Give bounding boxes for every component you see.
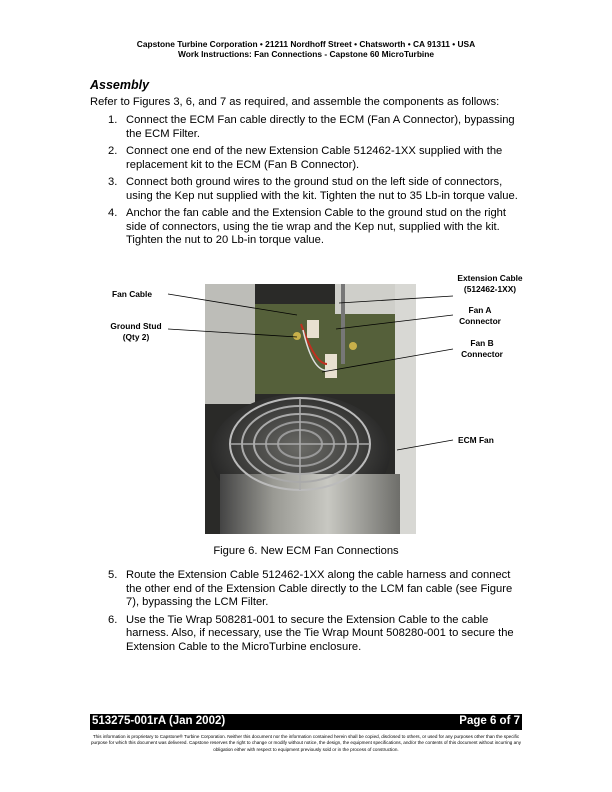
label-ground-stud <box>104 321 168 343</box>
step-text: Route the Extension Cable 512462-1XX along the cable harness and connect the other end of the Extension Cable directly to the LCM fan cable (see Figure 7), bypassing the LCM Filter. <box>126 569 513 608</box>
header-company-line: Capstone Turbine Corporation • 21211 Nordhoff Street • Chatsworth • CA 91311 • USA <box>136 39 476 49</box>
label-fan-a-connector <box>452 305 508 327</box>
step-number: 3. <box>108 176 118 188</box>
label-extension-cable-line2: (512462-1XX) <box>463 284 517 294</box>
footer-page-number: Page 6 of 7 <box>459 715 520 727</box>
label-extension-cable <box>452 273 528 295</box>
section-intro: Refer to Figures 3, 6, and 7 as required, and assemble the components as follows: <box>90 96 500 108</box>
steps-list-b <box>90 569 520 658</box>
label-ecm-fan: ECM Fan <box>458 435 494 445</box>
step-number: 2. <box>108 145 118 157</box>
header-title-line: Work Instructions: Fan Connections - Capstone 60 MicroTurbine <box>177 49 435 59</box>
list-item <box>90 614 520 655</box>
step-text: Connect both ground wires to the ground stud on the left side of connectors, using the Kep nut supplied with the kit. Tighten the nut to 35 Lb-in torque value. <box>126 176 518 202</box>
footer-doc-id: 513275-001rA (Jan 2002) <box>92 715 226 727</box>
label-fan-b-line2: Connector <box>461 349 503 359</box>
step-number: 6. <box>108 613 118 626</box>
label-fan-a-line1: Fan A <box>468 305 492 315</box>
label-ground-stud-line1: Ground Stud <box>110 321 162 331</box>
step-number: 5. <box>108 569 118 581</box>
label-fan-b-connector <box>454 338 510 360</box>
list-item <box>90 569 520 610</box>
label-fan-b-line1: Fan B <box>470 338 494 348</box>
step-text: Use the Tie Wrap 508281-001 to secure the Extension Cable to the cable harness. Also, if necessary, use the Tie Wrap Mount 508280-001 to secure the Extension Cable to the MicroTurbine enclosure. <box>126 613 514 653</box>
footer-disclaimer: This information is proprietary to Capstone® Turbine Corporation. Neither this document nor the information contained herein shall be copied, disclosed to others, or used for any purposes other than the specific purpose for which this document was delivered. Capstone reserves the right to change or modify without notice, the design, the equipment specifications, and/or the contents of this document without incurring any obligation either with respect to equipment previously sold or in the process of construction. <box>90 734 521 752</box>
label-fan-cable: Fan Cable <box>112 289 153 299</box>
step-text: Anchor the fan cable and the Extension Cable to the ground stud on the right side of connectors, using the tie wrap and the Kep nut, supplied with the kit. Tighten the nut to 20 Lb-in torque value. <box>126 207 507 246</box>
label-extension-cable-line1: Extension Cable <box>457 273 523 283</box>
section-heading: Assembly <box>90 78 150 92</box>
label-ground-stud-line2: (Qty 2) <box>122 332 150 342</box>
step-text: Connect one end of the new Extension Cable 512462-1XX supplied with the replacement kit to the ECM (Fan B Connector). <box>126 145 503 171</box>
footer-bar <box>90 714 522 730</box>
label-fan-a-line2: Connector <box>459 316 501 326</box>
figure-caption: Figure 6. New ECM Fan Connections <box>213 545 399 557</box>
step-number: 4. <box>108 207 118 219</box>
step-number: 1. <box>108 114 118 126</box>
step-text: Connect the ECM Fan cable directly to the ECM (Fan A Connector), bypassing the ECM Filter. <box>126 114 515 140</box>
